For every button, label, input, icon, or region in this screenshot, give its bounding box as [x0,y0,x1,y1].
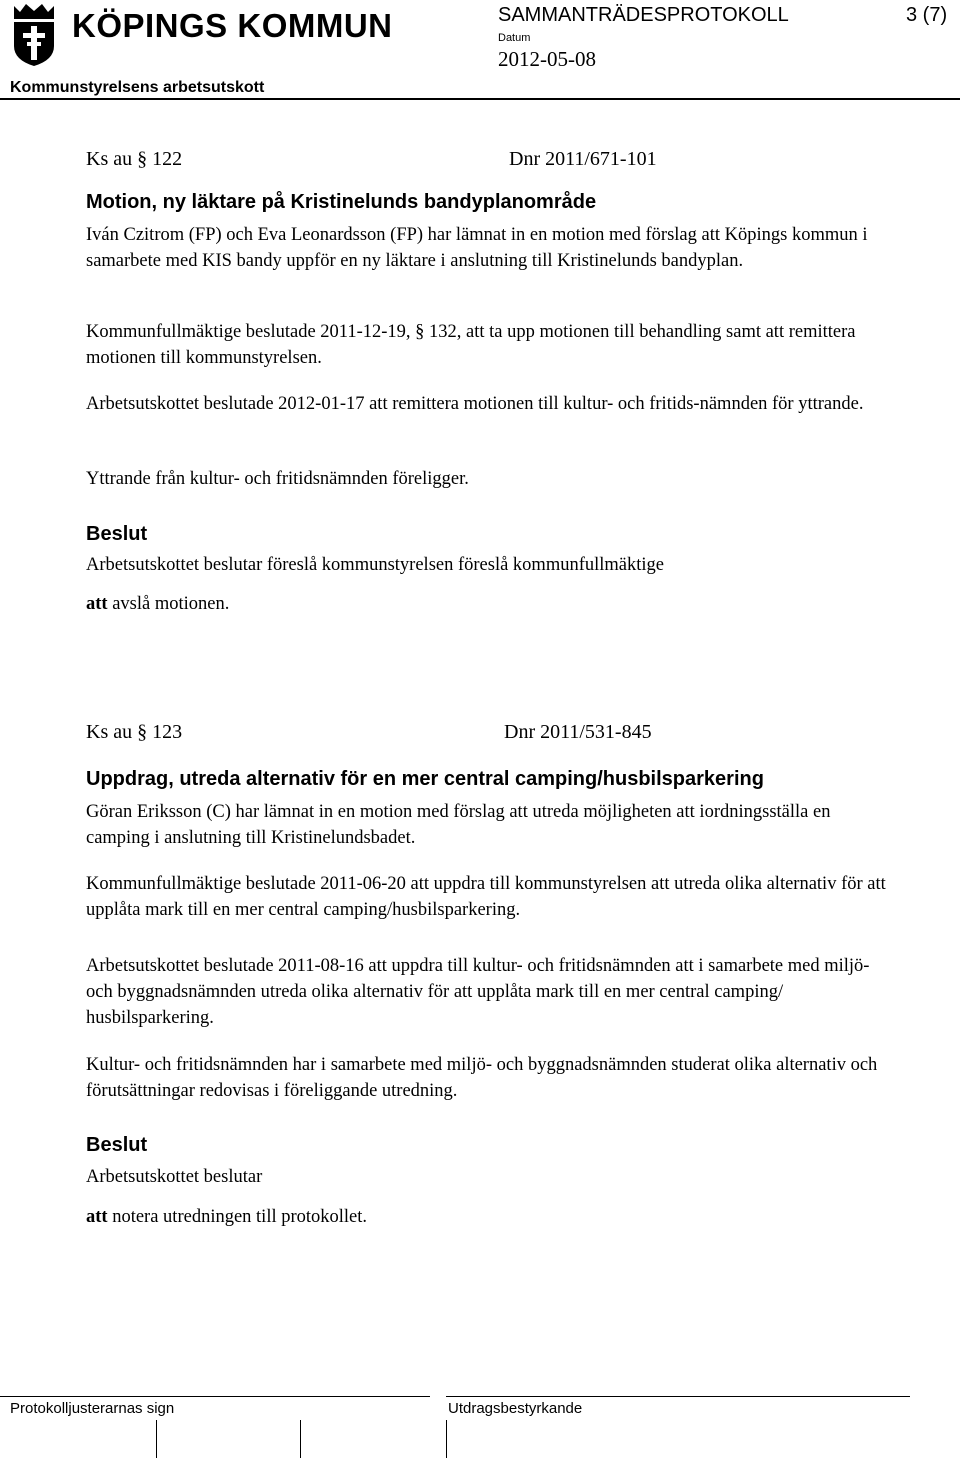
committee-name: Kommunstyrelsens arbetsutskott [10,79,265,96]
signature-box-divider [300,1420,301,1458]
signature-box-divider [156,1420,157,1458]
case-2-beslut-text: Arbetsutskottet beslutar [86,1167,263,1187]
footer-divider [446,1396,910,1397]
page-number: 3 (7) [906,4,948,26]
coat-of-arms-icon [10,2,58,68]
case-2-title: Uppdrag, utreda alternativ för en mer central camping/husbilsparkering [86,768,764,790]
decision-text: notera utredningen till protokollet. [112,1207,368,1227]
case-1-paragraph: Yttrande från kultur- och fritidsnämnden föreligger. [86,469,469,489]
case-1-paragraph: Iván Czitrom (FP) och Eva Leonardsson (FP) har lämnat in en motion med förslag att Köpings kommun i samarbete med KIS bandy uppför en ny läktare i anslutning till Kristinelunds bandyplan. [86,225,868,271]
case-1-title: Motion, ny läktare på Kristinelunds bandyplanområde [86,191,597,213]
case-2-paragraph: Göran Eriksson (C) har lämnat in en motion med förslag att utreda möjligheten att iordningsställa en camping i anslutning till Kristinelundsbadet. [86,802,831,848]
case-1-reference: Ks au § 122 [86,148,183,170]
case-1-paragraph: Kommunfullmäktige beslutade 2011-12-19, § 132, att ta upp motionen till behandling samt att remittera motionen till kommunstyrelsen. [86,322,856,368]
footer-divider [0,1396,430,1397]
att-keyword: att [86,1207,108,1227]
decision-text: avslå motionen. [112,594,230,614]
case-1-beslut-text: Arbetsutskottet beslutar föreslå kommunstyrelsen föreslå kommunfullmäktige [86,555,664,575]
signature-box-divider [446,1420,447,1458]
case-1-beslut-heading: Beslut [86,523,148,545]
municipality-logo-text: KÖPINGS KOMMUN [72,7,393,44]
case-2-reference: Ks au § 123 [86,721,183,743]
case-2-beslut-heading: Beslut [86,1134,148,1156]
case-2-decision [86,1204,886,1230]
case-2-paragraph: Kommunfullmäktige beslutade 2011-06-20 att uppdra till kommunstyrelsen att utreda olika alternativ för att upplåta mark till en mer central camping/husbilsparkering. [86,874,886,920]
extract-certification-label: Utdragsbestyrkande [448,1400,583,1417]
case-1-dnr: Dnr 2011/671-101 [509,148,657,170]
document-type: SAMMANTRÄDESPROTOKOLL [498,4,789,26]
case-2-dnr: Dnr 2011/531-845 [504,721,652,743]
case-1-paragraph: Arbetsutskottet beslutade 2012-01-17 att remittera motionen till kultur- och fritids-nämnden för yttrande. [86,394,864,414]
att-keyword: att [86,594,108,614]
date-label: Datum [498,32,531,44]
signature-label: Protokolljusterarnas sign [10,1400,175,1417]
header-divider [0,98,960,100]
meeting-date: 2012-05-08 [498,47,596,71]
case-1-decision [86,591,886,617]
case-2-paragraph: Kultur- och fritidsnämnden har i samarbete med miljö- och byggnadsnämnden studerat olika alternativ och förutsättningar redovisas i föreliggande utredning. [86,1055,878,1101]
case-2-paragraph: Arbetsutskottet beslutade 2011-08-16 att uppdra till kultur- och fritidsnämnden att i samarbete med miljö- och byggnadsnämnden utreda olika alternativ för att upplåta mark till en mer central camping/ husbilsparkering. [86,956,870,1028]
